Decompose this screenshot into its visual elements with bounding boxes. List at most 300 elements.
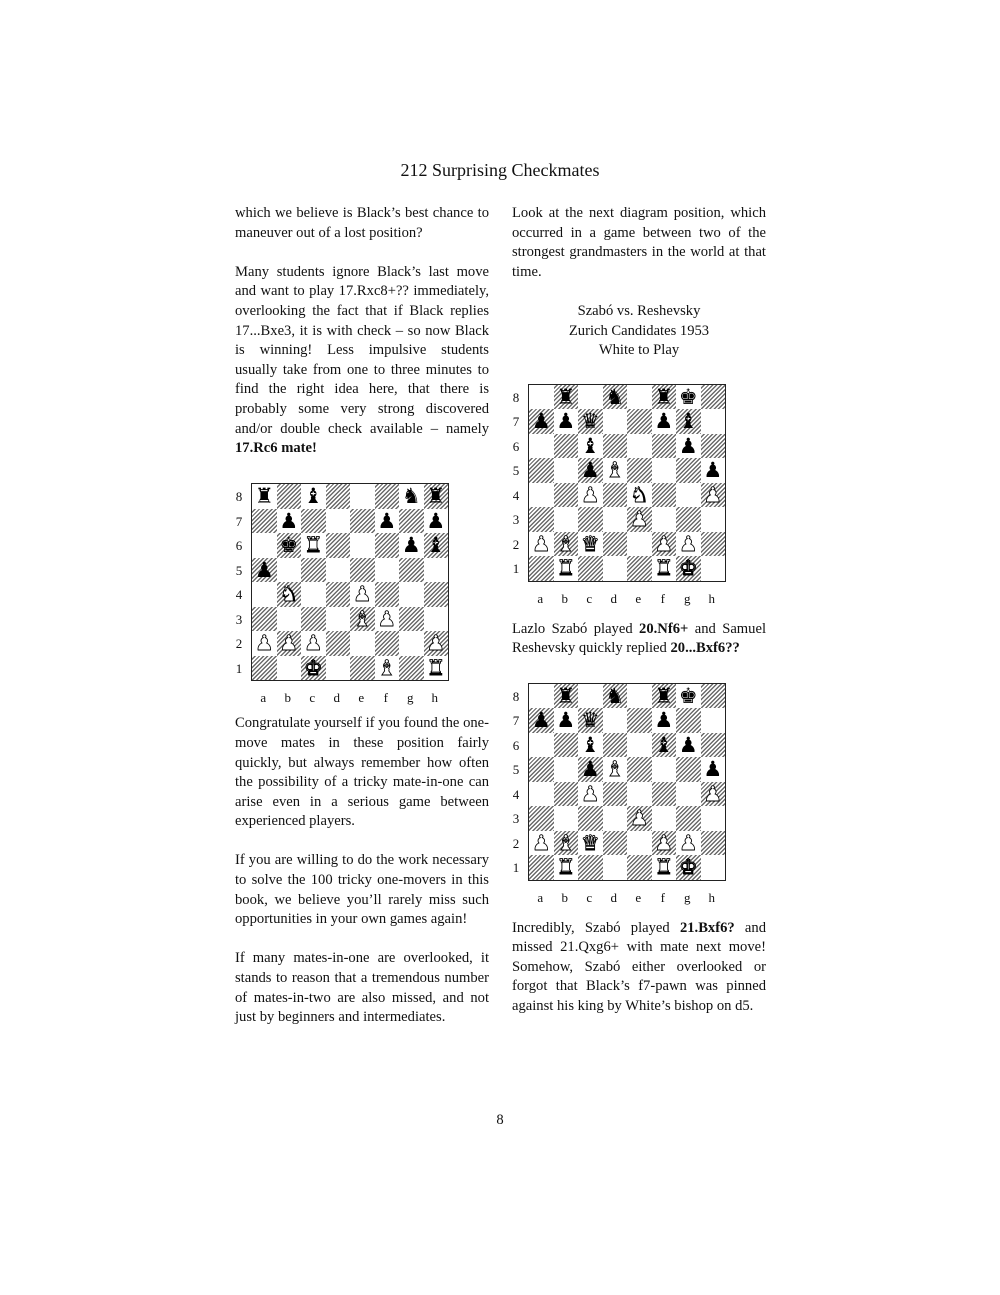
square-h6	[424, 533, 449, 558]
game-players: Szabó vs. Reshevsky	[577, 302, 701, 319]
chess-board	[251, 483, 449, 681]
file-label: c	[309, 690, 316, 706]
square-b7	[277, 509, 302, 534]
rank-label: 2	[235, 636, 243, 652]
square-b8	[554, 385, 579, 410]
black-knight-icon: ♞	[605, 384, 625, 409]
rank-label: 5	[512, 463, 520, 479]
black-rook-icon: ♜	[654, 384, 674, 409]
file-label: b	[561, 889, 568, 905]
square-d4	[326, 582, 351, 607]
black-pawn-icon: ♟	[531, 409, 551, 434]
white-bishop-icon: ♝	[556, 531, 576, 556]
square-g3	[676, 507, 701, 532]
square-b8	[554, 684, 579, 709]
file-label: b	[284, 690, 291, 706]
square-c7	[578, 708, 603, 733]
square-b6	[554, 434, 579, 459]
square-h2	[701, 532, 726, 557]
square-b3	[277, 607, 302, 632]
square-g8	[676, 684, 701, 709]
square-a5	[252, 558, 277, 583]
square-f6	[652, 733, 677, 758]
square-c7	[301, 509, 326, 534]
rank-label: 1	[235, 660, 243, 676]
square-d1	[603, 855, 628, 880]
square-h1	[424, 656, 449, 681]
white-bishop-icon: ♝	[377, 655, 397, 680]
square-d2	[326, 631, 351, 656]
square-h1	[701, 556, 726, 581]
square-e7	[350, 509, 375, 534]
white-knight-icon: ♞	[279, 582, 299, 607]
square-c4	[578, 782, 603, 807]
black-pawn-icon: ♟	[654, 708, 674, 733]
white-pawn-icon: ♟	[303, 631, 323, 656]
paragraph: If many mates-in-one are overlooked, it stands to reason that a tremendous number of mates-in-two are also missed, and not just by beginners and intermediates.	[235, 950, 489, 1026]
square-f5	[652, 757, 677, 782]
square-g4	[676, 782, 701, 807]
square-h7	[701, 708, 726, 733]
square-e1	[627, 855, 652, 880]
square-e4	[350, 582, 375, 607]
black-knight-icon: ♞	[401, 484, 421, 509]
rank-label: 1	[512, 561, 520, 577]
square-e5	[627, 458, 652, 483]
square-g3	[676, 806, 701, 831]
white-knight-icon: ♞	[629, 482, 649, 507]
square-a7	[529, 409, 554, 434]
square-h1	[701, 855, 726, 880]
black-pawn-icon: ♟	[556, 409, 576, 434]
square-g7	[676, 409, 701, 434]
white-pawn-icon: ♟	[352, 582, 372, 607]
rank-label: 3	[512, 512, 520, 528]
black-pawn-icon: ♟	[426, 508, 446, 533]
square-h5	[701, 458, 726, 483]
black-queen-icon: ♛	[580, 708, 600, 733]
file-label: a	[537, 590, 544, 606]
square-f3	[652, 806, 677, 831]
square-b6	[277, 533, 302, 558]
square-c8	[301, 484, 326, 509]
white-king-icon: ♚	[678, 556, 698, 581]
square-d4	[603, 782, 628, 807]
square-b4	[554, 483, 579, 508]
chess-diagram-3	[512, 679, 766, 919]
square-c6	[301, 533, 326, 558]
square-g3	[399, 607, 424, 632]
square-a5	[529, 757, 554, 782]
rank-label: 7	[512, 414, 520, 430]
white-king-icon: ♚	[678, 855, 698, 880]
file-label: d	[610, 889, 617, 905]
square-h5	[424, 558, 449, 583]
white-pawn-icon: ♟	[531, 531, 551, 556]
rank-label: 8	[235, 489, 243, 505]
square-e6	[627, 733, 652, 758]
rank-label: 7	[235, 513, 243, 529]
square-e8	[627, 385, 652, 410]
file-label: g	[684, 889, 691, 905]
square-b7	[554, 409, 579, 434]
white-rook-icon: ♜	[556, 556, 576, 581]
square-d7	[603, 708, 628, 733]
square-f4	[652, 483, 677, 508]
running-header: 212 Surprising Checkmates	[400, 160, 600, 180]
white-pawn-icon: ♟	[580, 781, 600, 806]
black-king-icon: ♚	[279, 533, 299, 558]
square-d1	[603, 556, 628, 581]
square-d3	[603, 806, 628, 831]
square-d2	[603, 532, 628, 557]
white-pawn-icon: ♟	[703, 781, 723, 806]
square-h8	[701, 385, 726, 410]
black-pawn-icon: ♟	[654, 409, 674, 434]
black-bishop-icon: ♝	[426, 533, 446, 558]
square-b3	[554, 507, 579, 532]
square-c1	[578, 855, 603, 880]
black-pawn-icon: ♟	[531, 708, 551, 733]
file-label: c	[586, 889, 593, 905]
square-e2	[350, 631, 375, 656]
file-label: e	[635, 889, 642, 905]
square-e7	[627, 409, 652, 434]
mate-move: 17.Rc6 mate!	[235, 440, 317, 457]
white-queen-icon: ♛	[580, 531, 600, 556]
black-bishop-icon: ♝	[580, 732, 600, 757]
square-c2	[301, 631, 326, 656]
square-h3	[701, 806, 726, 831]
square-c5	[578, 458, 603, 483]
diagram-caption	[512, 302, 766, 361]
paragraph: Look at the next diagram position, which occurred in a game between two of the strongest grandmasters in the world at that time.	[512, 205, 766, 280]
square-b1	[277, 656, 302, 681]
square-d7	[603, 409, 628, 434]
square-e2	[627, 532, 652, 557]
paragraph: which we believe is Black’s best chance to maneuver out of a lost position?	[235, 205, 489, 241]
square-e3	[627, 507, 652, 532]
white-rook-icon: ♜	[426, 655, 446, 680]
square-f6	[652, 434, 677, 459]
file-label: d	[333, 690, 340, 706]
square-e8	[350, 484, 375, 509]
square-g5	[399, 558, 424, 583]
square-h2	[701, 831, 726, 856]
square-b1	[554, 855, 579, 880]
square-b1	[554, 556, 579, 581]
square-d8	[326, 484, 351, 509]
square-f8	[652, 385, 677, 410]
square-a6	[529, 733, 554, 758]
square-g7	[399, 509, 424, 534]
square-f3	[652, 507, 677, 532]
square-d6	[326, 533, 351, 558]
square-c2	[578, 532, 603, 557]
black-knight-icon: ♞	[605, 683, 625, 708]
square-f2	[375, 631, 400, 656]
rank-label: 6	[512, 438, 520, 454]
paragraph: Congratulate yourself if you found the one-move mates in these position fairly quickly, but always remember how often the possibility of a tricky mate-in-one can arise even in a serious game between experienced players.	[235, 715, 489, 830]
square-h7	[424, 509, 449, 534]
file-label: e	[358, 690, 365, 706]
square-c8	[578, 385, 603, 410]
black-king-icon: ♚	[678, 683, 698, 708]
square-h4	[701, 782, 726, 807]
white-pawn-icon: ♟	[678, 531, 698, 556]
black-bishop-icon: ♝	[678, 409, 698, 434]
paragraph: Lazlo Szabó played 20.Nf6+ and Samuel Reshevsky quickly replied 20...Bxf6??	[512, 620, 766, 657]
white-pawn-icon: ♟	[629, 806, 649, 831]
square-f1	[652, 556, 677, 581]
side-to-play: White to Play	[598, 342, 680, 359]
rank-label: 1	[512, 860, 520, 876]
rank-label: 8	[512, 688, 520, 704]
file-label: f	[383, 690, 388, 706]
square-f8	[652, 684, 677, 709]
square-g2	[676, 831, 701, 856]
square-a8	[529, 684, 554, 709]
white-rook-icon: ♜	[303, 533, 323, 558]
white-rook-icon: ♜	[654, 855, 674, 880]
black-bishop-icon: ♝	[580, 433, 600, 458]
black-bishop-icon: ♝	[303, 484, 323, 509]
square-g6	[399, 533, 424, 558]
black-rook-icon: ♜	[556, 683, 576, 708]
rank-label: 5	[235, 562, 243, 578]
square-c7	[578, 409, 603, 434]
black-pawn-icon: ♟	[254, 557, 274, 582]
paragraph: If you are willing to do the work necessary to solve the 100 tricky one-movers in this book, we believe you’ll rarely miss such opportunities in your own games again!	[235, 852, 489, 928]
white-rook-icon: ♜	[654, 556, 674, 581]
square-h7	[701, 409, 726, 434]
square-f3	[375, 607, 400, 632]
white-pawn-icon: ♟	[703, 482, 723, 507]
square-f8	[375, 484, 400, 509]
square-d5	[326, 558, 351, 583]
square-g6	[676, 434, 701, 459]
square-f7	[652, 708, 677, 733]
square-h4	[701, 483, 726, 508]
square-a4	[529, 782, 554, 807]
white-pawn-icon: ♟	[377, 606, 397, 631]
square-g5	[676, 458, 701, 483]
square-a5	[529, 458, 554, 483]
square-c4	[578, 483, 603, 508]
square-b4	[554, 782, 579, 807]
square-h2	[424, 631, 449, 656]
square-h4	[424, 582, 449, 607]
square-a7	[529, 708, 554, 733]
black-pawn-icon: ♟	[678, 433, 698, 458]
square-f6	[375, 533, 400, 558]
square-d3	[603, 507, 628, 532]
rank-label: 6	[512, 737, 520, 753]
file-label: c	[586, 590, 593, 606]
black-pawn-icon: ♟	[580, 757, 600, 782]
square-b2	[277, 631, 302, 656]
rank-label: 8	[512, 389, 520, 405]
square-c2	[578, 831, 603, 856]
square-h8	[701, 684, 726, 709]
file-label: a	[537, 889, 544, 905]
square-d6	[603, 733, 628, 758]
square-e3	[350, 607, 375, 632]
square-a3	[252, 607, 277, 632]
square-g1	[676, 556, 701, 581]
white-bishop-icon: ♝	[605, 757, 625, 782]
square-h6	[701, 733, 726, 758]
black-pawn-icon: ♟	[279, 508, 299, 533]
square-e3	[627, 806, 652, 831]
file-label: d	[610, 590, 617, 606]
game-event: Zurich Candidates 1953	[568, 322, 710, 339]
square-f1	[652, 855, 677, 880]
chess-diagram-2	[512, 380, 766, 620]
square-a3	[529, 507, 554, 532]
square-c1	[301, 656, 326, 681]
square-f2	[652, 831, 677, 856]
square-d4	[603, 483, 628, 508]
white-rook-icon: ♜	[556, 855, 576, 880]
square-g4	[676, 483, 701, 508]
square-e8	[627, 684, 652, 709]
page-number: 8	[496, 1112, 504, 1128]
black-rook-icon: ♜	[426, 484, 446, 509]
black-pawn-icon: ♟	[580, 458, 600, 483]
square-d3	[326, 607, 351, 632]
square-e1	[350, 656, 375, 681]
square-f4	[652, 782, 677, 807]
square-d1	[326, 656, 351, 681]
square-a7	[252, 509, 277, 534]
rank-label: 4	[235, 587, 243, 603]
square-b5	[277, 558, 302, 583]
square-a8	[529, 385, 554, 410]
paragraph: Many students ignore Black’s last move and want to play 17.Rxc8+?? immediately, overlooking the fact that if Black replies 17...Bxe3, it is with check – so now Black is winning! Less impulsive students usually take from one to three minutes to find the right idea here, that there is probably some very strong discovered and/or double check available – namely 17.Rc6 mate!	[235, 263, 489, 457]
white-pawn-icon: ♟	[654, 830, 674, 855]
chess-board	[528, 384, 726, 582]
square-a6	[252, 533, 277, 558]
square-b5	[554, 757, 579, 782]
square-c5	[578, 757, 603, 782]
black-pawn-icon: ♟	[401, 533, 421, 558]
square-d8	[603, 385, 628, 410]
white-pawn-icon: ♟	[254, 631, 274, 656]
white-pawn-icon: ♟	[678, 830, 698, 855]
square-a3	[529, 806, 554, 831]
black-pawn-icon: ♟	[556, 708, 576, 733]
square-f1	[375, 656, 400, 681]
white-bishop-icon: ♝	[605, 458, 625, 483]
black-pawn-icon: ♟	[377, 508, 397, 533]
square-f5	[375, 558, 400, 583]
square-d7	[326, 509, 351, 534]
rank-label: 5	[512, 762, 520, 778]
square-b3	[554, 806, 579, 831]
square-e1	[627, 556, 652, 581]
square-g2	[676, 532, 701, 557]
file-label: a	[260, 690, 267, 706]
square-e4	[627, 782, 652, 807]
square-a6	[529, 434, 554, 459]
rank-label: 3	[512, 811, 520, 827]
chess-board	[528, 683, 726, 881]
square-a2	[529, 532, 554, 557]
square-a1	[529, 556, 554, 581]
file-label: b	[561, 590, 568, 606]
square-f5	[652, 458, 677, 483]
square-a1	[252, 656, 277, 681]
square-e5	[350, 558, 375, 583]
white-pawn-icon: ♟	[531, 830, 551, 855]
square-c1	[578, 556, 603, 581]
white-pawn-icon: ♟	[654, 531, 674, 556]
square-e4	[627, 483, 652, 508]
rank-label: 2	[512, 835, 520, 851]
square-d2	[603, 831, 628, 856]
white-queen-icon: ♛	[580, 830, 600, 855]
square-g5	[676, 757, 701, 782]
white-pawn-icon: ♟	[279, 631, 299, 656]
square-f7	[375, 509, 400, 534]
square-c3	[578, 806, 603, 831]
square-d5	[603, 757, 628, 782]
square-e7	[627, 708, 652, 733]
square-d5	[603, 458, 628, 483]
square-g2	[399, 631, 424, 656]
black-pawn-icon: ♟	[678, 732, 698, 757]
square-a8	[252, 484, 277, 509]
rank-label: 6	[235, 538, 243, 554]
rank-label: 7	[512, 713, 520, 729]
black-pawn-icon: ♟	[703, 458, 723, 483]
square-a4	[252, 582, 277, 607]
chess-diagram-1	[235, 478, 489, 714]
square-c6	[578, 733, 603, 758]
square-c3	[578, 507, 603, 532]
square-g7	[676, 708, 701, 733]
square-b4	[277, 582, 302, 607]
square-a2	[529, 831, 554, 856]
square-h5	[701, 757, 726, 782]
black-rook-icon: ♜	[254, 484, 274, 509]
file-label: h	[708, 889, 715, 905]
file-label: h	[431, 690, 438, 706]
square-g8	[676, 385, 701, 410]
square-f4	[375, 582, 400, 607]
black-rook-icon: ♜	[654, 683, 674, 708]
file-label: g	[684, 590, 691, 606]
square-a4	[529, 483, 554, 508]
white-pawn-icon: ♟	[426, 631, 446, 656]
square-e6	[350, 533, 375, 558]
square-e6	[627, 434, 652, 459]
square-h3	[701, 507, 726, 532]
black-pawn-icon: ♟	[703, 757, 723, 782]
white-bishop-icon: ♝	[352, 606, 372, 631]
rank-label: 4	[512, 786, 520, 802]
black-bishop-icon: ♝	[654, 732, 674, 757]
square-b5	[554, 458, 579, 483]
square-c4	[301, 582, 326, 607]
white-bishop-icon: ♝	[556, 830, 576, 855]
square-b2	[554, 532, 579, 557]
square-f7	[652, 409, 677, 434]
square-f2	[652, 532, 677, 557]
square-c6	[578, 434, 603, 459]
rank-label: 4	[512, 487, 520, 503]
